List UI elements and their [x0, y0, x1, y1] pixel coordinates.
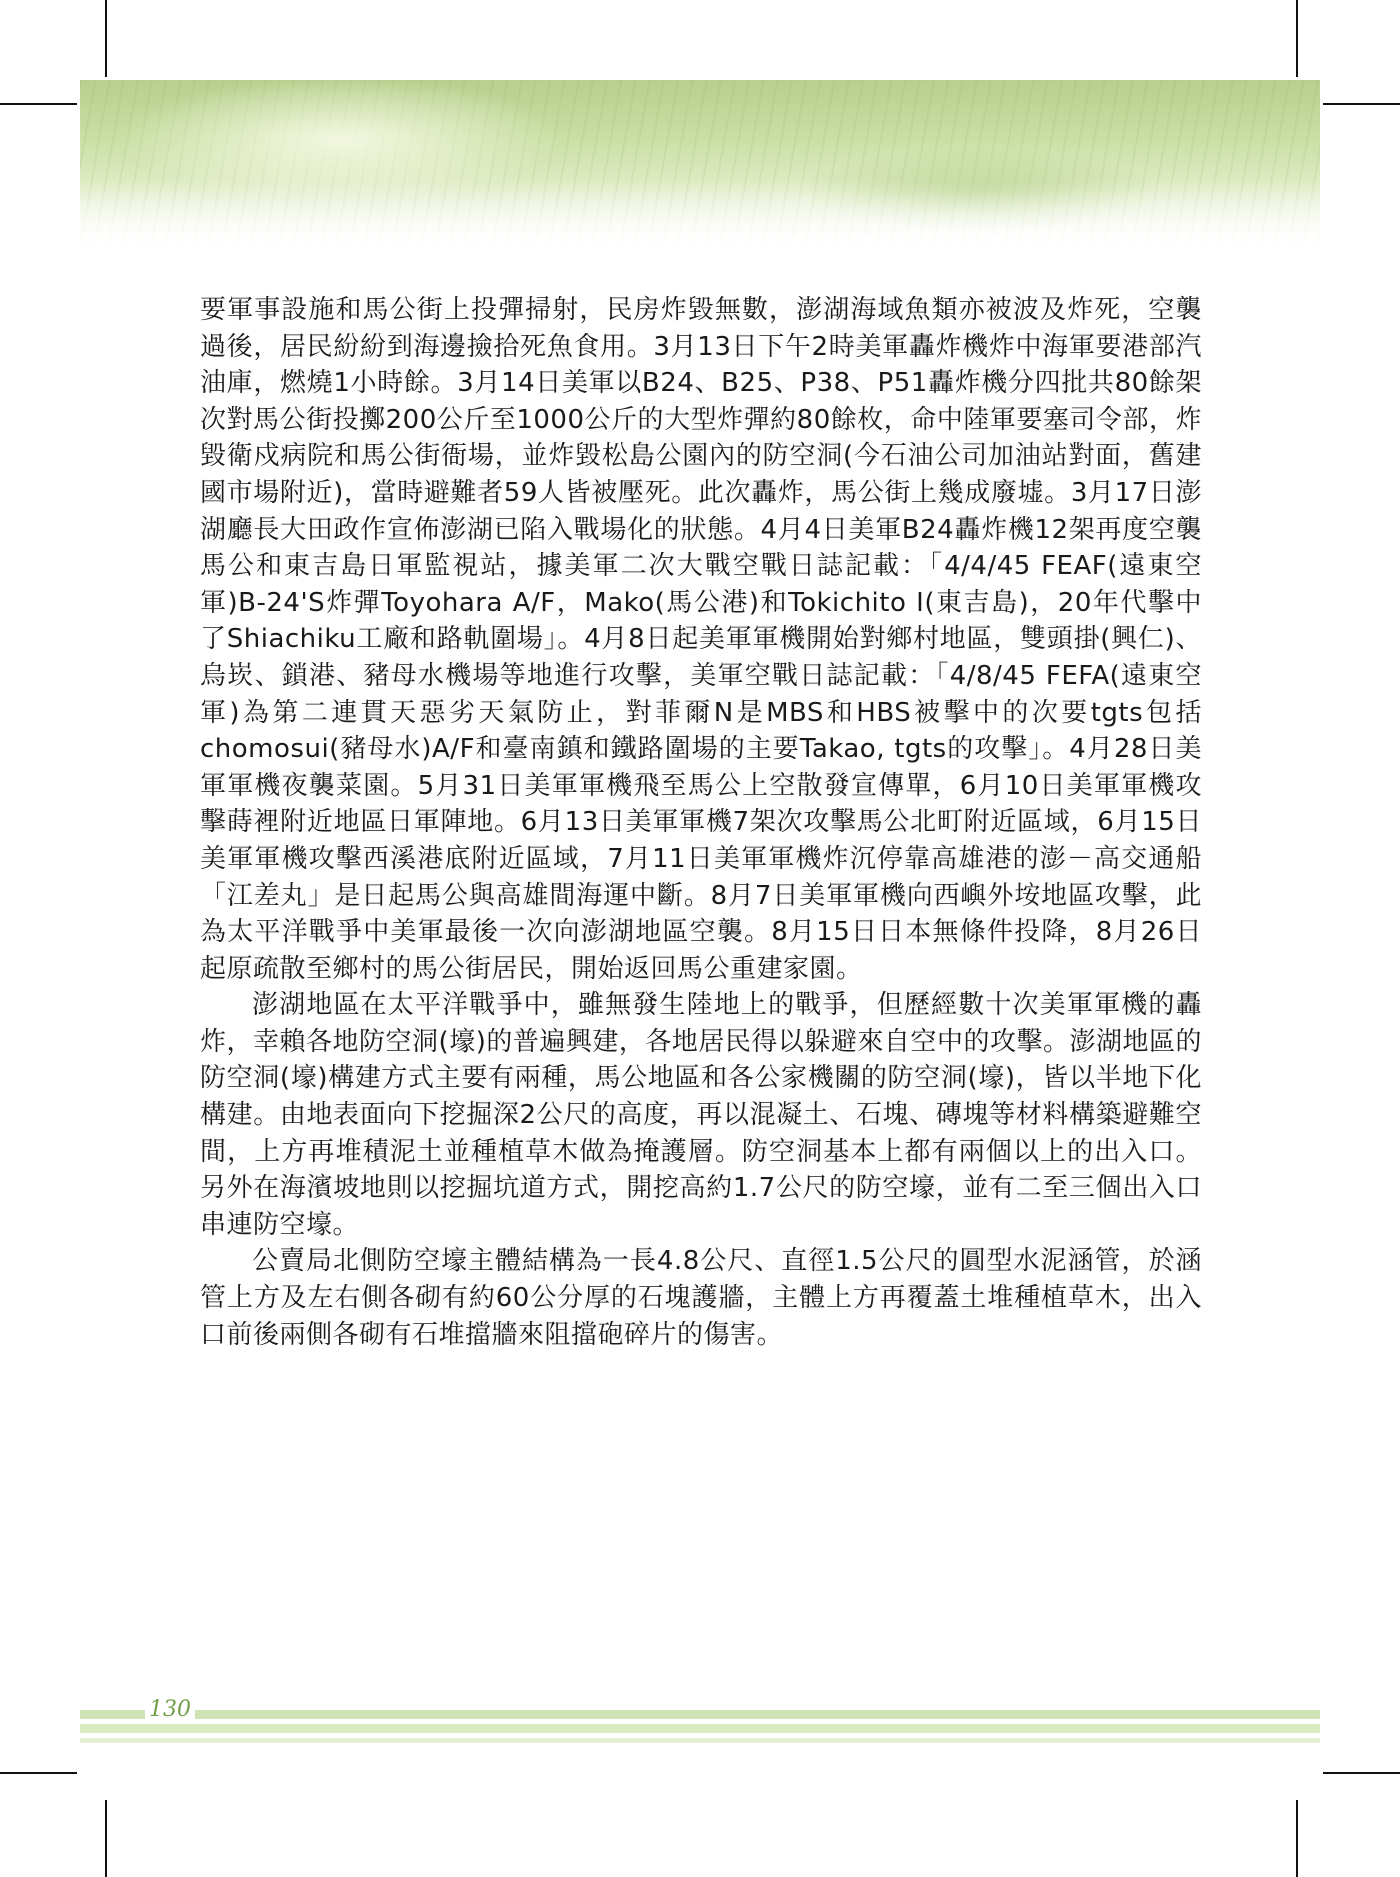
crop-mark-bottom-left-horizontal: [0, 1772, 77, 1774]
footer-stripe-3: [80, 1738, 1320, 1743]
page-number: 130: [145, 1697, 195, 1722]
paragraph-2: 澎湖地區在太平洋戰爭中，雖無發生陸地上的戰爭，但歷經數十次美軍軍機的轟炸，幸賴各地防空洞(壕)的普遍興建，各地居民得以躲避來自空中的攻擊。澎湖地區的防空洞(壕)構建方式主要有兩種，馬公地區和各公家機關的防空洞(壕)，皆以半地下化構建。由地表面向下挖掘深2公尺的高度，再以混凝土、石塊、磚塊等材料構築避難空間，上方再堆積泥土並種植草木做為掩護層。防空洞基本上都有兩個以上的出入口。另外在海濱坡地則以挖掘坑道方式，開挖高約1.7公尺的防空壕，並有二至三個出入口串連防空壕。: [200, 990, 1202, 1240]
header-grass-banner: [80, 80, 1320, 250]
footer-stripe-2: [80, 1724, 1320, 1733]
body-text: [200, 292, 1202, 1353]
crop-mark-bottom-right-horizontal: [1323, 1772, 1400, 1774]
crop-mark-top-right-horizontal: [1323, 103, 1400, 105]
crop-mark-top-left-horizontal: [0, 103, 77, 105]
crop-mark-bottom-left-vertical: [105, 1800, 107, 1877]
crop-mark-bottom-right-vertical: [1296, 1800, 1298, 1877]
paragraph-3: 公賣局北側防空壕主體結構為一長4.8公尺、直徑1.5公尺的圓型水泥涵管，於涵管上方及左右側各砌有約60公分厚的石塊護牆，主體上方再覆蓋土堆種植草木，出入口前後兩側各砌有石堆擋牆來阻擋砲碎片的傷害。: [200, 1246, 1202, 1350]
crop-mark-top-left-vertical: [105, 0, 107, 77]
crop-mark-top-right-vertical: [1296, 0, 1298, 77]
paragraph-1: 要軍事設施和馬公街上投彈掃射，民房炸毀無數，澎湖海域魚類亦被波及炸死，空襲過後，居民紛紛到海邊撿拾死魚食用。3月13日下午2時美軍轟炸機炸中海軍要港部汽油庫，燃燒1小時餘。3月14日美軍以B24、B25、P38、P51轟炸機分四批共80餘架次對馬公街投擲200公斤至1000公斤的大型炸彈約80餘枚，命中陸軍要塞司令部，炸毀衛戍病院和馬公街衙場，並炸毀松島公園內的防空洞(今石油公司加油站對面，舊建國市場附近)，當時避難者59人皆被壓死。此次轟炸，馬公街上幾成廢墟。3月17日澎湖廳長大田政作宣佈澎湖已陷入戰場化的狀態。4月4日美軍B24轟炸機12架再度空襲馬公和東吉島日軍監視站，據美軍二次大戰空戰日誌記載：「4/4/45 FEAF(遠東空軍)B-24'S炸彈Toyohara A/F，Mako(馬公港)和Tokichito I(東吉島)，20年代擊中了Shiachiku工廠和路軌圍場」。4月8日起美軍軍機開始對鄉村地區，雙頭掛(興仁)、烏崁、鎖港、豬母水機場等地進行攻擊，美軍空戰日誌記載：「4/8/45 FEFA(遠東空軍)為第二連貫天惡劣天氣防止，對菲爾N是MBS和HBS被擊中的次要tgts包括chomosui(豬母水)A/F和臺南鎮和鐵路圍場的主要Takao, tgts的攻擊」。4月28日美軍軍機夜襲菜園。5月31日美軍軍機飛至馬公上空散發宣傳單，6月10日美軍軍機攻擊蒔裡附近地區日軍陣地。6月13日美軍軍機7架次攻擊馬公北町附近區域，6月15日美軍軍機攻擊西溪港底附近區域，7月11日美軍軍機炸沉停靠高雄港的澎－高交通船「江差丸」是日起馬公與高雄間海運中斷。8月7日美軍軍機向西嶼外垵地區攻擊，此為太平洋戰爭中美軍最後一次向澎湖地區空襲。8月15日日本無條件投降，8月26日起原疏散至鄉村的馬公街居民，開始返回馬公重建家園。: [200, 295, 1202, 984]
footer-stripe-1: [80, 1710, 1320, 1719]
